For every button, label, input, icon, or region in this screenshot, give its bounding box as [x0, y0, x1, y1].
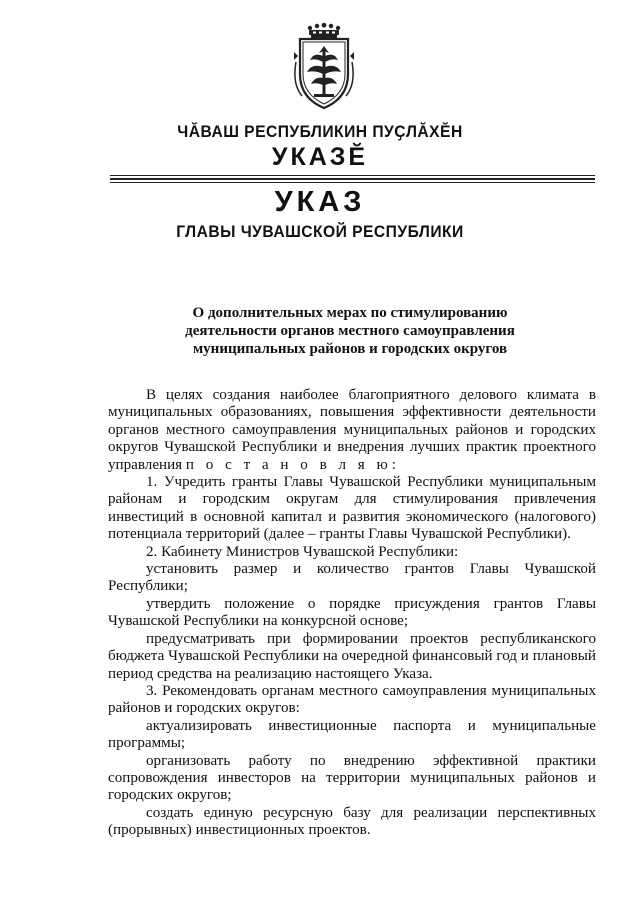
chuvash-republic-emblem-icon: [288, 22, 360, 114]
paragraph-3: 3. Рекомендовать органам местного самоуправления муниципальных районов и городских округов:: [108, 682, 596, 717]
paragraph-1: 1. Учредить гранты Главы Чувашской Республики муниципальным районам и городским округам для стимулирования привлечения инвестиций в основной капитал и развития экономического (налогового) потенциала территорий (далее – гранты Главы Чувашской Республики).: [108, 474, 596, 543]
paragraph-3-item-1: актуализировать инвестиционные паспорта и муниципальные программы;: [108, 717, 596, 752]
decree-title-line-3: муниципальных районов и городских округов: [192, 341, 508, 357]
intro-text: В целях создания наиболее благоприятного делового климата в муниципальных образованиях, повышения эффективности деятельности органов местного самоуправления муниципальных районов и городских округов Чувашской Республики и внедрения лучших практик проектного управления: [108, 387, 596, 473]
paragraph-3-item-3: создать единую ресурсную базу для реализации перспективных (прорывных) инвестиционных проектов.: [108, 804, 596, 839]
paragraph-2-item-3: предусматривать при формировании проектов республиканского бюджета Чувашской Республики на очередной финансовый год и плановый период средства на реализацию настоящего Указа.: [108, 630, 596, 682]
header-glava-line: ГЛАВЫ ЧУВАШСКОЙ РЕСПУБЛИКИ: [176, 222, 464, 241]
intro-resolve-spaced: п о с т а н о в л я ю:: [185, 456, 400, 473]
decree-title: [110, 304, 590, 358]
header-ukaz: УКАЗ: [274, 186, 366, 218]
paragraph-2-item-1: установить размер и количество грантов Главы Чувашской Республики;: [108, 561, 596, 595]
intro-paragraph: [108, 387, 596, 474]
header-divider-middle: [110, 178, 595, 180]
decree-title-line-2: деятельности органов местного самоуправления: [185, 323, 515, 339]
paragraph-3-item-2: организовать работу по внедрению эффективной практики сопровождения инвесторов на территории муниципальных районов и городских округов;: [108, 752, 596, 804]
paragraph-2: 2. Кабинету Министров Чувашской Республики:: [146, 543, 459, 560]
decree-body: [108, 387, 596, 840]
paragraph-2-item-2: утвердить положение о порядке присуждения грантов Главы Чувашской Республики на конкурсной основе;: [108, 595, 596, 630]
header-divider-bottom: [110, 182, 595, 183]
header-divider-top: [110, 175, 595, 176]
decree-title-line-1: О дополнительных мерах по стимулированию: [192, 305, 508, 321]
header-chuvash-line: ЧӐВАШ РЕСПУБЛИКИН ПУҪЛӐХӖН: [177, 122, 463, 141]
header-ukaze-chuvash: УКАЗӖ: [271, 143, 369, 171]
